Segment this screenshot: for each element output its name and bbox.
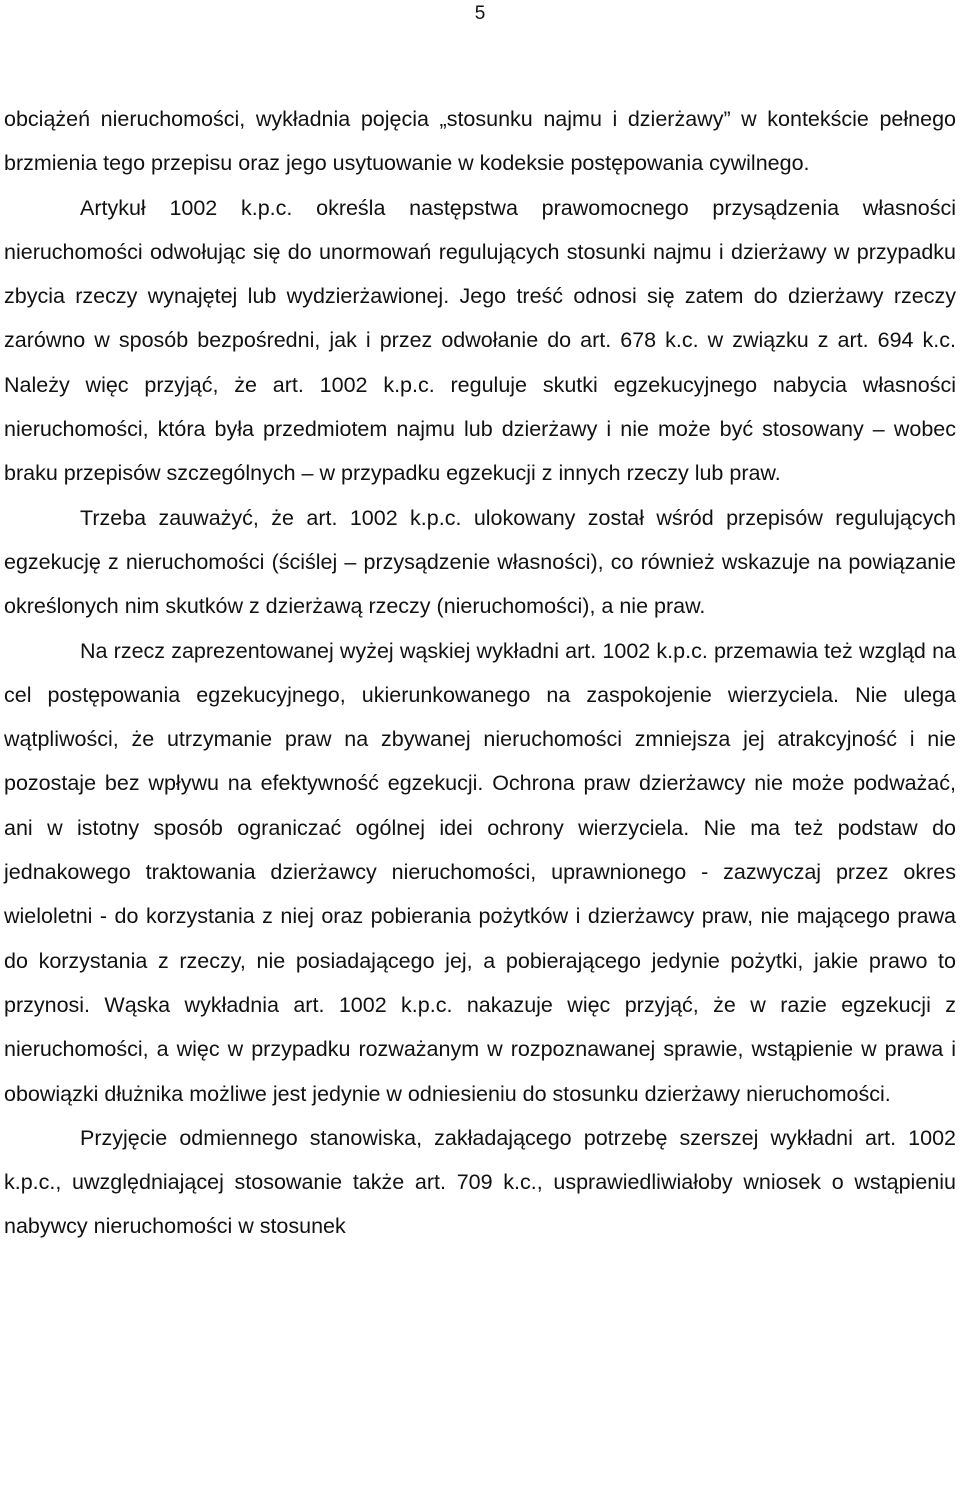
page-number: 5 [474,3,486,24]
paragraph: Na rzecz zaprezentowanej wyżej wąskiej wykładni art. 1002 k.p.c. przemawia też wzgląd na cel postępowania egzekucyjnego, ukierunkowanego na zaspokojenie wierzyciela. Nie ulega wątpliwości, że utrzymanie praw na zbywanej nieruchomości zmniejsza jej atrakcyjność i nie pozostaje bez wpływu na efektywność egzekucji. Ochrona praw dzierżawcy nie może podważać, ani w istotny sposób ograniczać ogólnej idei ochrony wierzyciela. Nie ma też podstaw do jednakowego traktowania dzierżawcy nieruchomości, uprawnionego - zazwyczaj przez okres wieloletni - do korzystania z niej oraz pobierania pożytków i dzierżawcy praw, nie mającego prawa do korzystania z rzeczy, nie posiadającego jej, a pobierającego jedynie pożytki, jakie prawo to przynosi. Wąska wykładnia art. 1002 k.p.c. nakazuje więc przyjąć, że w razie egzekucji z nieruchomości, a więc w przypadku rozważanym w rozpoznawanej sprawie, wstąpienie w prawa i obowiązki dłużnika możliwe jest jedynie w odniesieniu do stosunku dzierżawy nieruchomości. [4,638,956,1106]
paragraph-continuation: obciążeń nieruchomości, wykładnia pojęcia „stosunku najmu i dzierżawy” w kontekście pełnego brzmienia tego przepisu oraz jego usytuowanie w kodeksie postępowania cywilnego. [4,107,956,176]
paragraph: Artykuł 1002 k.p.c. określa następstwa prawomocnego przysądzenia własności nieruchomości odwołując się do unormowań regulujących stosunki najmu i dzierżawy w przypadku zbycia rzeczy wynajętej lub wydzierżawionej. Jego treść odnosi się zatem do dzierżawy rzeczy zarówno w sposób bezpośredni, jak i przez odwołanie do art. 678 k.c. w związku z art. 694 k.c. Należy więc przyjąć, że art. 1002 k.p.c. reguluje skutki egzekucyjnego nabycia własności nieruchomości, która była przedmiotem najmu lub dzierżawy i nie może być stosowany – wobec braku przepisów szczególnych – w przypadku egzekucji z innych rzeczy lub praw. [4,195,956,486]
paragraph: Trzeba zauważyć, że art. 1002 k.p.c. ulokowany został wśród przepisów regulujących egzekucję z nieruchomości (ściślej – przysądzenie własności), co również wskazuje na powiązanie określonych nim skutków z dzierżawą rzeczy (nieruchomości), a nie praw. [4,505,956,619]
paragraph: Przyjęcie odmiennego stanowiska, zakładającego potrzebę szerszej wykładni art. 1002 k.p.c., uwzględniającej stosowanie także art. 709 k.c., usprawiedliwiałoby wniosek o wstąpieniu nabywcy nieruchomości w stosunek [4,1125,956,1239]
document-body [4,97,956,1249]
